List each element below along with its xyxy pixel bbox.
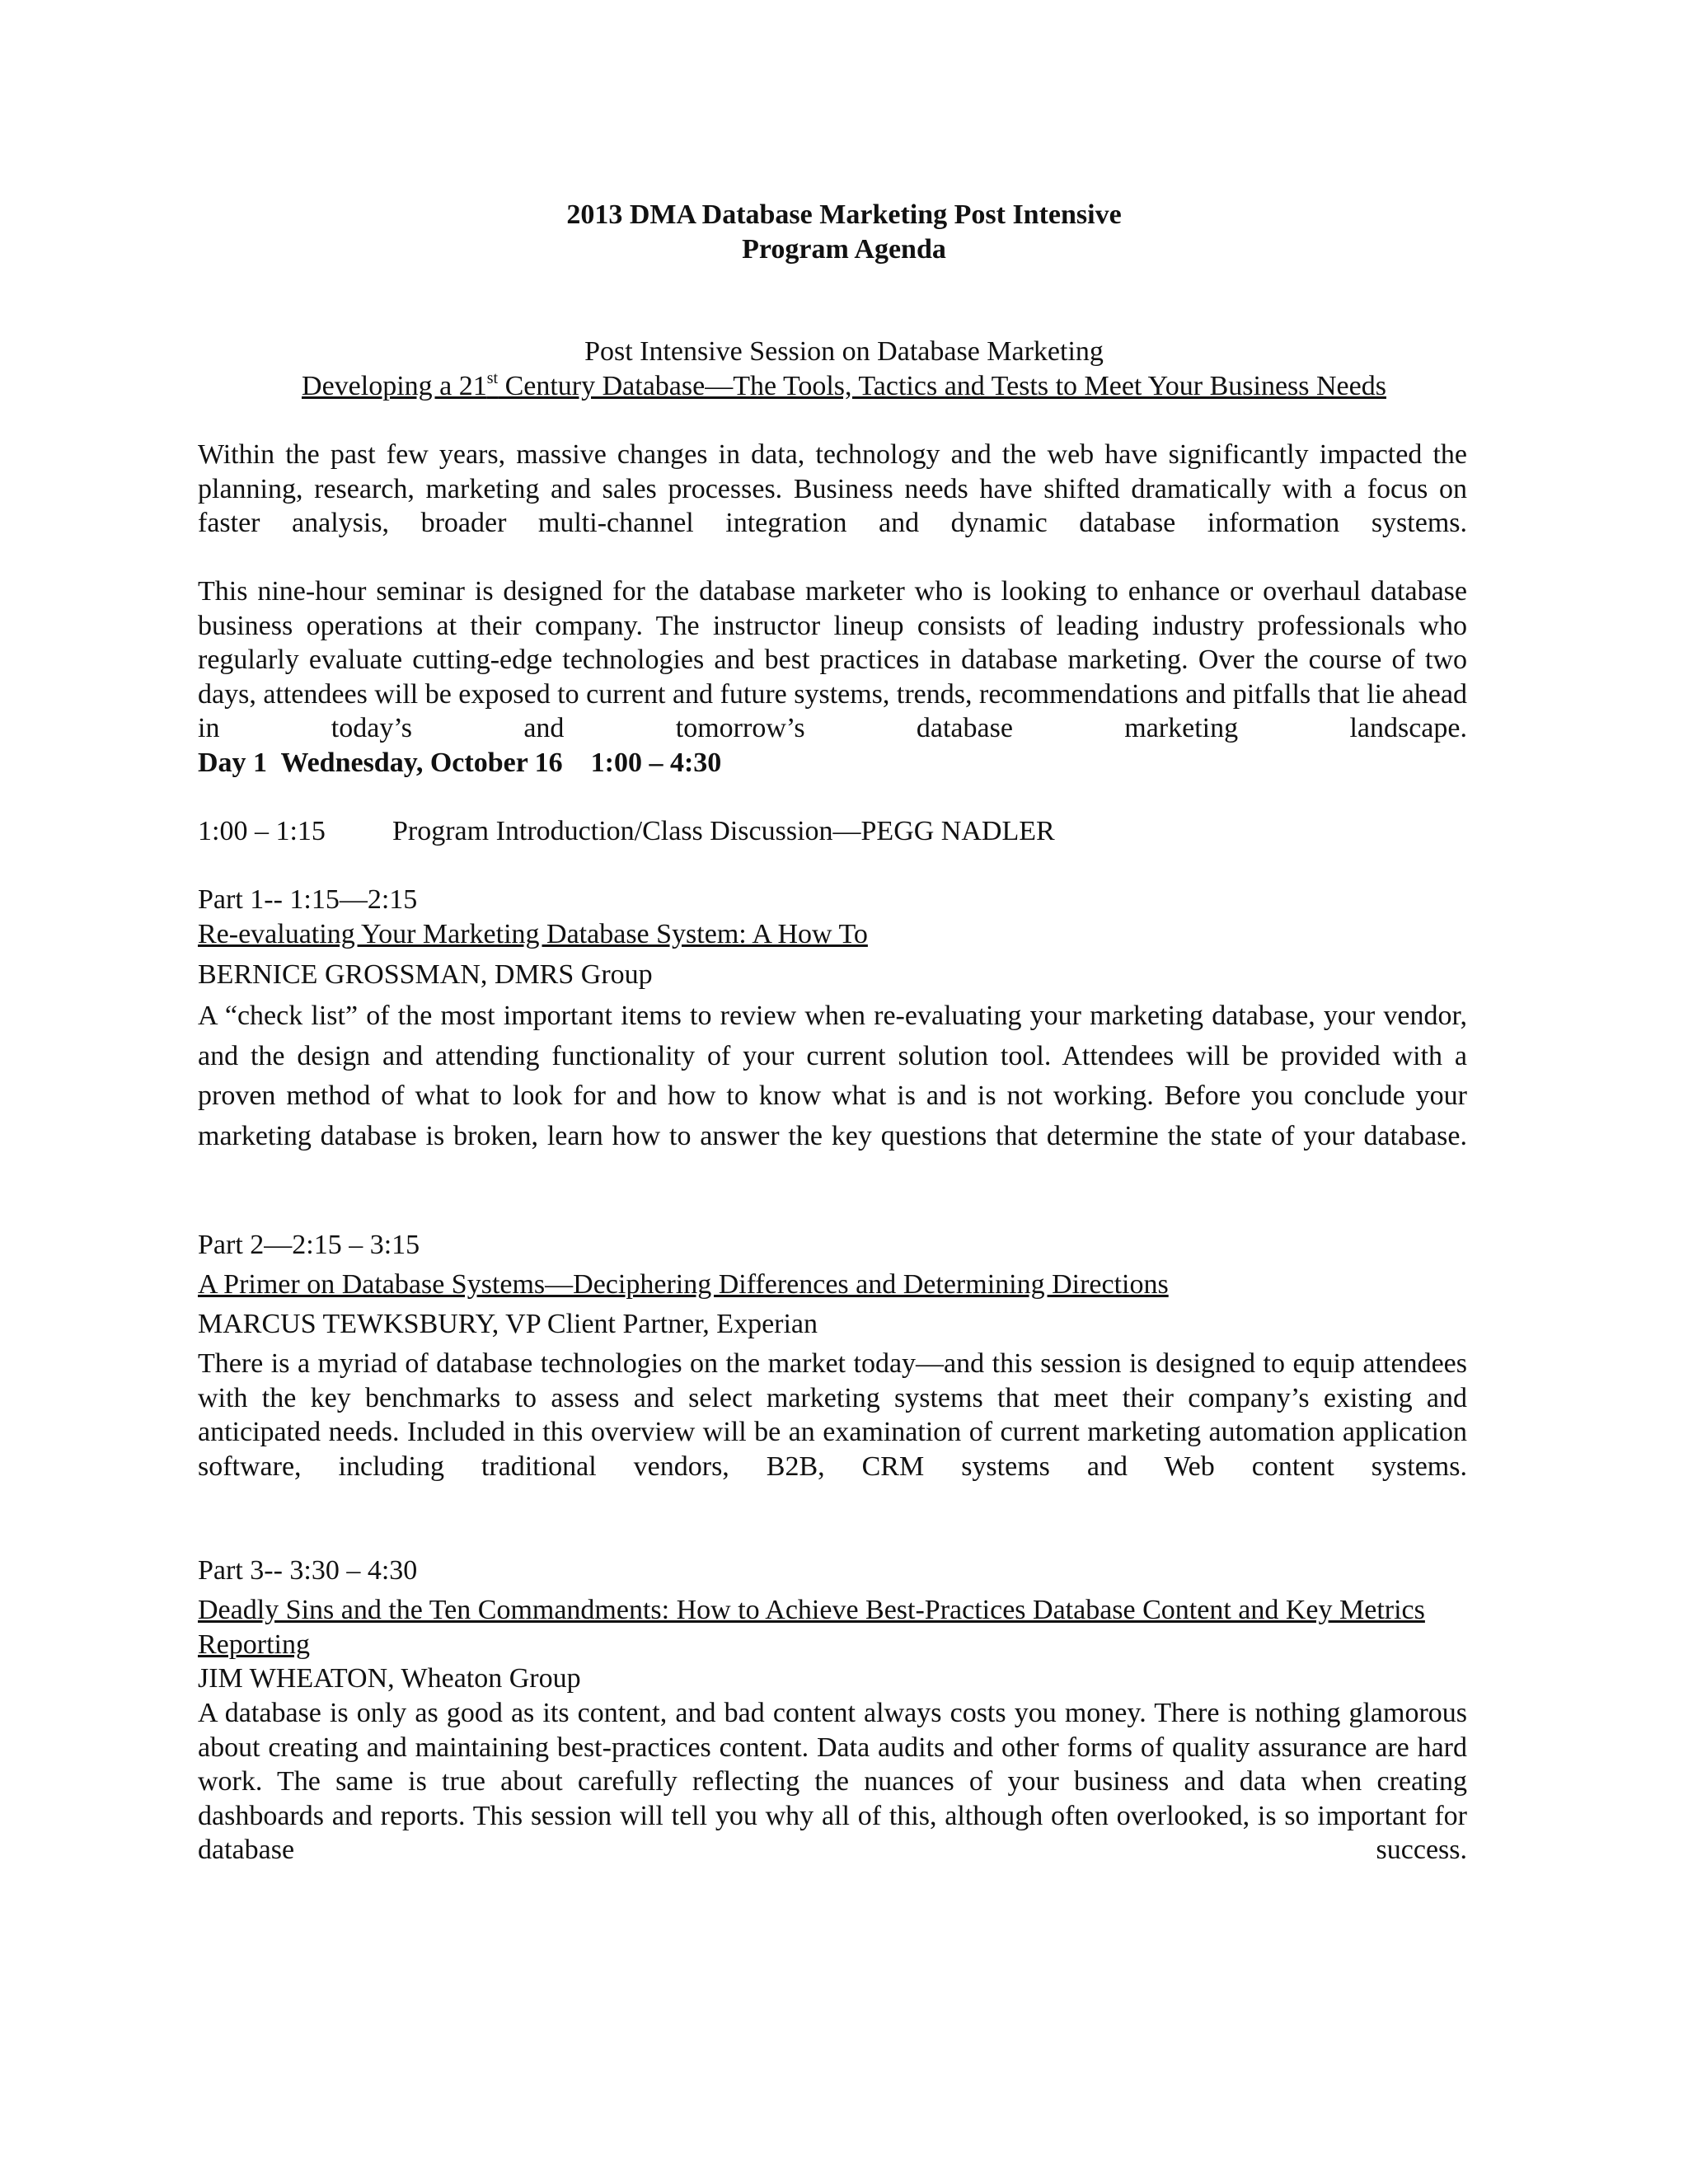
intro-session-text: Program Introduction/Class Discussion—PEGG NADLER xyxy=(392,816,1055,846)
part1-label: Part 1-- 1:15—2:15 xyxy=(198,884,418,915)
part1-speaker: BERNICE GROSSMAN, DMRS Group xyxy=(198,959,653,990)
day1-heading: Day 1 Wednesday, October 16 1:00 – 4:30 xyxy=(198,748,722,778)
intro-text xyxy=(198,438,1467,780)
part3-description: A database is only as good as its content, and bad content always costs you money. There is nothing glamorous about creating and maintaining best-practices content. Data audits and other forms of quality assurance are hard work. The same is true about carefully reflecting the nuances of your business and data when creating dashboards and reports. This session will tell you why all of this, although often overlooked, is so important for database success. xyxy=(198,1698,1467,1865)
part2-description: There is a myriad of database technologies on the market today—and this session is designed to equip attendees with the key benchmarks to assess and select marketing systems that meet their company’s existing and anticipated needs. Included in this overview will be an examination of current marketing automation application software, including traditional vendors, B2B, CRM systems and Web content systems. xyxy=(198,1348,1467,1482)
document-title: 2013 DMA Database Marketing Post Intensive xyxy=(566,199,1122,230)
part2-speaker: MARCUS TEWKSBURY, VP Client Partner, Experian xyxy=(198,1309,818,1339)
intro-session-time: 1:00 – 1:15 xyxy=(198,816,326,846)
intro-paragraph-1: Within the past few years, massive changes in data, technology and the web have significantly impacted the planning, research, marketing and sales processes. Business needs have shifted dramatically with a focus on faster analysis, broader multi-channel integration and dynamic database information systems. xyxy=(198,439,1467,538)
session-subtitle: Developing a 21st Century Database—The Tools, Tactics and Tests to Meet Your Business Needs xyxy=(302,369,1386,401)
intro-paragraph-2: This nine-hour seminar is designed for the database marketer who is looking to enhance or overhaul database business operations at their company. The instructor lineup consists of leading industry professionals who regularly evaluate cutting-edge technologies and best practices in database marketing. Over the course of two days, attendees will be exposed to current and future systems, trends, recommendations and pitfalls that lie ahead in today’s and tomorrow’s database marketing landscape. xyxy=(198,576,1467,743)
document-subtitle: Program Agenda xyxy=(742,234,946,265)
part1-description: A “check list” of the most important items to review when re-evaluating your marketing database, your vendor, and the design and attending functionality of your current solution tool. Attendees will be provided with a proven method of what to look for and how to know what is and is not working. Before you conclude your marketing database is broken, learn how to answer the key questions that determine the state of your database. xyxy=(198,1001,1467,1151)
intro-session-row xyxy=(198,814,1467,849)
part1-title: Re-evaluating Your Marketing Database System: A How To xyxy=(198,919,868,949)
part2-label: Part 2—2:15 – 3:15 xyxy=(198,1230,420,1260)
part3-title: Deadly Sins and the Ten Commandments: How to Achieve Best-Practices Database Content and Key Metrics Reporting xyxy=(198,1595,1425,1660)
part3-speaker: JIM WHEATON, Wheaton Group xyxy=(198,1663,581,1694)
part3-label: Part 3-- 3:30 – 4:30 xyxy=(198,1555,418,1586)
session-name: Post Intensive Session on Database Marketing xyxy=(584,336,1104,367)
part2-title: A Primer on Database Systems—Deciphering Differences and Determining Directions xyxy=(198,1269,1169,1300)
